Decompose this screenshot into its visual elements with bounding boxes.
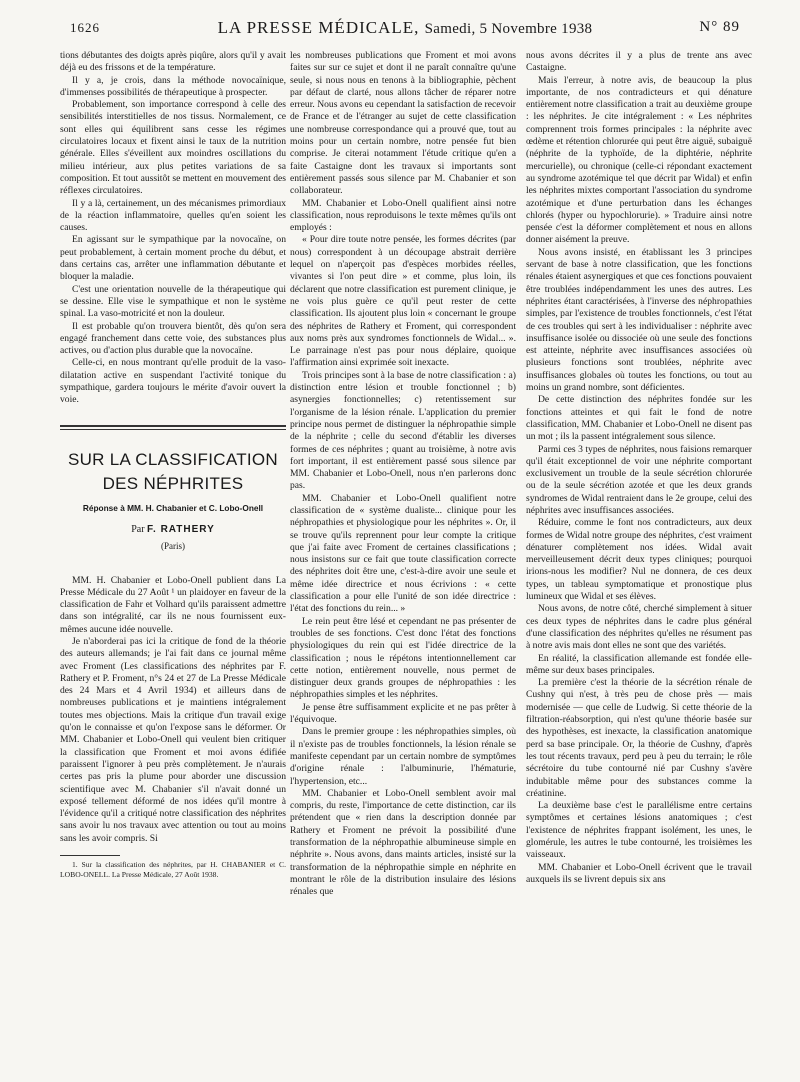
paragraph: Trois principes sont à la base de notre classification : a) distinction entre lésion et trouble fonctionnel ; b) asynergies fonctionnelles; c) retentissement sur l'organisme de la lésion rénale. L'application du premier principe nous permet de distinguer la néphropathie simple de la néphrite ; celle du second d'établir les diverses formes de ces néphrites ; quant au troisième, à notre avis fort important, il est entièrement passé sous silence par MM. Chabanier et Lobo-Onell, nous n'en parlerons donc pas.	[290, 369, 516, 492]
section-divider-thin	[60, 429, 286, 430]
footnote: 1. Sur la classification des néphrites, par H. CHABANIER et C. LOBO-ONELL. La Presse Médicale, 27 Août 1938.	[60, 860, 286, 880]
author-prefix: Par	[131, 523, 145, 535]
paragraph: Réduire, comme le font nos contradicteurs, aux deux formes de Widal notre groupe des néphrites, c'est vraiment dénaturer complètement nos idées. Widal avait merveilleusement décrit deux types cliniques; pourquoi irions-nous les modifier? Nul ne donnera, de ces deux types, un tableau symptomatique et pronostique plus lumineux que Widal et ses élèves.	[526, 517, 752, 603]
paragraph: Il est probable qu'on trouvera bientôt, dès qu'on sera engagé franchement dans cette voie, des substances plus actives, ou d'action plus durable que la novocaïne.	[60, 320, 286, 357]
paragraph: Celle-ci, en nous montrant qu'elle produit de la vaso-dilatation active en suspendant l'activité tonique du sympathique, gardera toujours le mérite d'avoir ouvert la voie.	[60, 357, 286, 406]
paragraph: Nous avons, de notre côté, cherché simplement à situer ces deux types de néphrites dans le cadre plus général d'une classification des néphrites qu'elles ne résument pas à notre avis mais dont elles ne sont que des variétés.	[526, 603, 752, 652]
paragraph: En réalité, la classification allemande est fondée elle-même sur deux bases principales.	[526, 652, 752, 676]
article-subtitle: Réponse à MM. H. Chabanier et C. Lobo-Onell	[82, 502, 264, 513]
paragraph: De cette distinction des néphrites fondée sur les fonctions atteintes et qui fait le fond de notre classification, MM. Chabanier et Lobo-Onell ne disent pas un mot ; ils la passent intégralement sous silence.	[526, 394, 752, 443]
page-number: 1626	[70, 20, 100, 35]
paragraph: Je n'aborderai pas ici la critique de fond de la théorie des auteurs allemands; je l'ai fait dans ce journal même avec Froment (Les classifications des néphrites par F. Rathery et P. Froment, n°s 24 et 27 de La Presse Médicale des 24 Mars et 4 Avril 1934) et ailleurs dans de nombreuses publications et je maintiens intégralement toutes mes objections. Mais la critique d'un travail exige qu'on le connaisse et qu'on l'expose sans le déformer. Or MM. Chabanier et Lobo-Onell qui veulent bien critiquer la classification que Froment et moi avons édifiée paraissent l'ignorer à peu près complètement. Je n'aurais certes pas pris la plume pour aborder une discussion scientifique avec M. Chabanier s'il n'avait donné un exposé tellement déformé de nos idées qu'il montre à l'évidence qu'il a critiqué notre classification des néphrites sans avoir lu nos travaux avec attention ou tout au moins sans les avoir compris. Si	[60, 635, 286, 844]
column-1	[60, 50, 286, 880]
journal-title-line	[70, 18, 740, 38]
paragraph: Le rein peut être lésé et cependant ne pas présenter de troubles de ses fonctions. C'est donc l'état des fonctions physiologiques du rein qui est l'idée directrice de la classification ; nous le répétons intentionnellement car cette notion, entièrement nouvelle, nous permet de distinguer deux grands groupes de néphropathies : les néphropathies simples et les néphrites.	[290, 615, 516, 701]
page-header	[70, 16, 740, 42]
journal-name: LA PRESSE MÉDICALE,	[217, 18, 420, 37]
paragraph: Il y a là, certainement, un des mécanismes primordiaux de la réaction inflammatoire, quelles qu'en soient les causes.	[60, 197, 286, 234]
title-line: DES NÉPHRITES	[102, 473, 244, 493]
paragraph: Je pense être suffisamment explicite et ne pas prêter à l'équivoque.	[290, 701, 516, 726]
paragraph: La première c'est la théorie de la sécrétion rénale de Cushny qui n'est, à très peu de chose près — mais modernisée — que celle de Ludwig. Si cette théorie de la filtration-réabsorption, qui n'est qu'une théorie basée sur des hypothèses, est inexacte, la classification anatomique perd sa base principale. Or, la théorie de Cushny, d'après les tout récents travaux, perd peu à peu du terrain; le rôle sécrétoire du tube contourné nié par Cushny s'avère indubitable même pour des substances comme la créatinine.	[526, 677, 752, 799]
paragraph: En agissant sur le sympathique par la novocaïne, on peut probablement, à certain moment proche du début, et dans certains cas, arrêter une inflammation débutante et bloquer la maladie.	[60, 234, 286, 283]
paragraph: MM. Chabanier et Lobo-Onell qualifient notre classification de « système dualiste... clinique pour les néphropathies et physiologique pour les néphrites ». Or, il se trouve qu'ils reprennent pour leur compte la critique que j'ai faite avec Froment de certaines classifications ; nous insistons sur ce fait que toute classification correcte des néphrites doit être une, c'est-à-dire avoir une seule et même idée directrice et nous écrivions : « cette classification a pour elle l'unité de son idée directrice : l'état des fonctions du rein... »	[290, 492, 516, 615]
paragraph: MM. Chabanier et Lobo-Onell semblent avoir mal compris, du reste, l'importance de cette distinction, car ils prétendent que « rien dans la description donnée par Rathery et Froment ne prévoit la possibilité d'une transformation de la néphropathie albumineuse simple en néphrite ». Nous avons, dans maints articles, insisté sur la transformation de la néphropathie simple en néphrite en montrant le rôle de la distribution insulaire des lésions rénales que	[290, 787, 516, 898]
paragraph: les nombreuses publications que Froment et moi avons faites sur sur ce sujet et dont il ne paraît connaître qu'une seule, si nous nous en tenons à la bibliographie, pèchent par défaut de clarté, nous allons tâcher de réparer notre erreur. Nous avons eu cependant la satisfaction de recevoir de France et de l'étranger au sujet de cette classification une nombreuse correspondance qui a prouvé que, tout au moins pour un certain nombre, notre pensée fut bien comprise. Je citerai notamment l'étude critique qu'en a faite Castaigne dont les travaux si importants sont entièrement passés sous silence par M. Chabanier et son collaborateur.	[290, 50, 516, 197]
article-title	[60, 448, 286, 496]
footnote-divider	[60, 855, 120, 856]
issue-date: Samedi, 5 Novembre 1938	[424, 21, 593, 37]
paragraph: C'est une orientation nouvelle de la thérapeutique qui se dessine. Elle vise le sympathique et non le système spinal. La vaso-motricité et non la douleur.	[60, 283, 286, 320]
column-3	[526, 50, 752, 886]
paragraph: La deuxième base c'est le parallélisme entre certains symptômes et certaines lésions anatomiques ; c'est l'existence de néphrites frappant isolément, les unes, le glomérule, les autres le tube contourné, les troisièmes les vaisseaux.	[526, 800, 752, 861]
paragraph: Dans le premier groupe : les néphropathies simples, où il n'existe pas de troubles fonctionnels, la lésion rénale se manifeste cependant par un certain nombre de symptômes d'origine rénale : l'albuminurie, l'hématurie, l'hypertension, etc...	[290, 726, 516, 787]
paragraph: MM. Chabanier et Lobo-Onell qualifient ainsi notre classification, nous reproduisons le texte mêmes qu'ils ont employés :	[290, 197, 516, 234]
previous-article-end	[60, 50, 286, 407]
author-name: F. RATHERY	[147, 523, 215, 535]
column-2	[290, 50, 516, 898]
paragraph: Mais l'erreur, à notre avis, de beaucoup la plus importante, de nos contradicteurs et qui dénature entièrement notre classification a trait au deuxième groupe : les néphrites. Je cite intégralement : « Les néphrites comprennent trois formes principales : la néphrite avec œdème et rétention chlorurée qui peut être aiguë, subaiguë (néphrite de la typhoïde, de la diphtérie, néphrite mercurielle), ou chronique (celle-ci répondant exactement au syndrome azotémique tel que décrit par Widal) et enfin les néphrites mixtes comportant l'association du syndrome azotémique et d'une perturbation dans les échanges chlorés (hyper ou hypochlorurie). » Traduire ainsi notre pensée c'est la déformer complètement et nous en allons donner aisément la preuve.	[526, 74, 752, 246]
paragraph: nous avons décrites il y a plus de trente ans avec Castaigne.	[526, 50, 752, 74]
paragraph: Parmi ces 3 types de néphrites, nous faisions remarquer qu'il était exceptionnel de voir une néphrite comportant exclusivement un trouble de la seule sécrétion chlorurée ou de la seule sécrétion azotée et que les deux grands syndromes de Widal rentraient dans le 2e groupe, celui des néphrites avec insuffisances associées.	[526, 443, 752, 516]
paragraph: MM. Chabanier et Lobo-Onell écrivent que le travail auxquels ils se livrent depuis six ans	[526, 861, 752, 885]
author-city: (Paris)	[161, 541, 185, 552]
paragraph: Il y a, je crois, dans la méthode novocaïnique, d'immenses possibilités de thérapeutique à prospecter.	[60, 74, 286, 98]
paragraph: Nous avons insisté, en établissant les 3 principes servant de base à notre classification, que les fonctions rénales étaient asynergiques et que ces fonctions pouvaient être troublées indépendamment les unes des autres. Les néphrites étant caractérisées, à l'inverse des néphropathies simples, par l'existence de troubles fonctionnels, c'est l'état de ces troubles qui sert à les individualiser : néphrite avec insuffisance isolée ou dissociée où une seule des fonctions est atteinte, néphrite avec insuffisances associées où plusieurs fonctions sont troublées, néphrite avec insuffisances globales où toutes les fonctions, ou tout au moins un grand nombre, sont déficientes.	[526, 246, 752, 394]
paragraph: « Pour dire toute notre pensée, les formes décrites (par nous) correspondent à un découpage abstrait derrière lequel on n'aperçoit pas d'espèces morbides réelles, vivantes si l'on peut dire » et comme, plus loin, ils déclarent que notre classification est purement clinique, je ne vois plus guère ce qu'il peut rester de cette classification. Ils ajoutent plus loin « concernant le groupe des néphrites de Rathery et Froment, qui correspondent aux noms près aux syndromes fonctionnels de Widal... ». Le parrainage n'est pas pour nous déplaire, quoique l'affirmation ainsi exprimée soit inexacte.	[290, 234, 516, 369]
issue-number: N° 89	[699, 19, 740, 35]
section-divider	[60, 425, 286, 427]
paragraph: MM. H. Chabanier et Lobo-Onell publient dans La Presse Médicale du 27 Août ¹ un plaidoyer en faveur de la classification de Fahr et Volhard qu'ils paraissent admettre dans son intégralité, car ils ne nous fournissent eux-mêmes aucune idée nouvelle.	[60, 574, 286, 635]
paragraph: Probablement, son importance correspond à celle des sensibilités interstitielles de nos tissus. Normalement, ce sont elles qui équilibrent sans cesse les régimes circulatoires locaux et fixent ainsi le taux de la nutrition générale. Elles s'éveillent aux moindres oscillations du milieu intérieur, aux plus petites variations de sa composition. Et tout aussitôt se mettent en mouvement des réflexes circulatoires.	[60, 99, 286, 197]
title-line: SUR LA CLASSIFICATION	[67, 449, 279, 469]
author-line	[60, 524, 286, 536]
paragraph: tions débutantes des doigts après piqûre, alors qu'il y avait déjà eu des frissons et de la température.	[60, 50, 286, 74]
